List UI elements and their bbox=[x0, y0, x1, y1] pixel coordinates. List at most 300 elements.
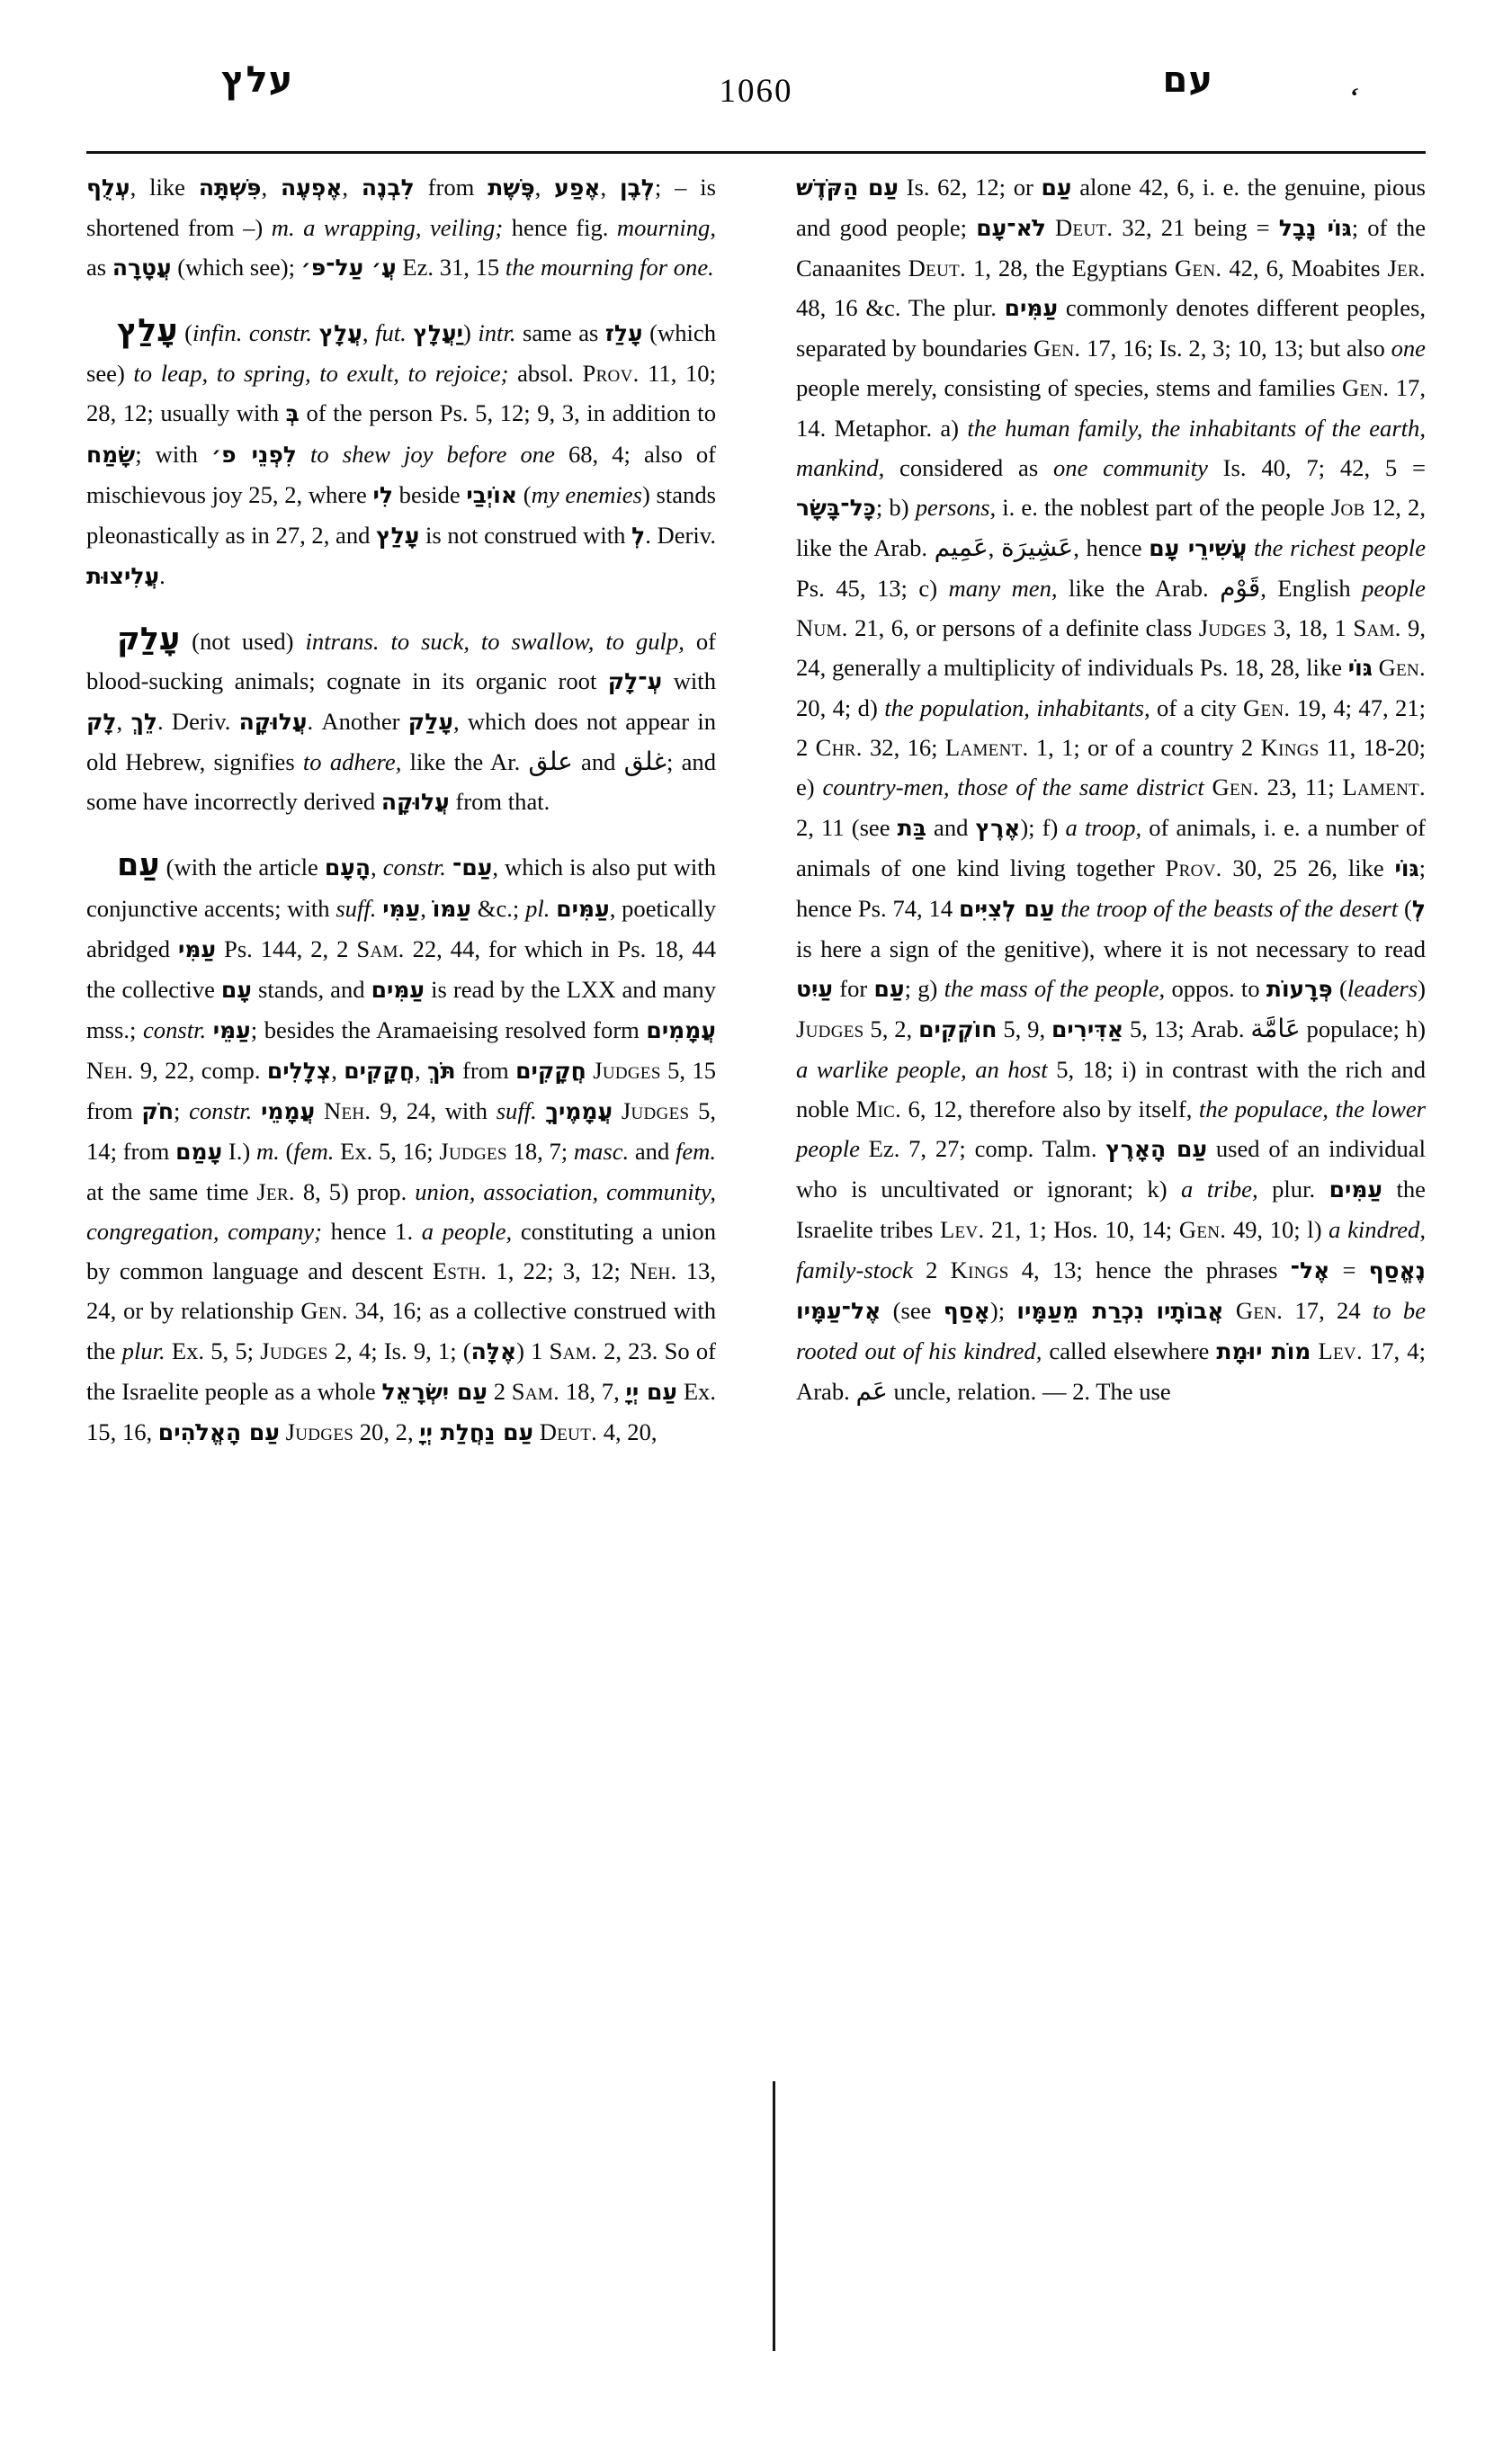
scripture-reference: Judges bbox=[1198, 614, 1267, 642]
scripture-reference: Neh. bbox=[323, 1096, 371, 1124]
hebrew-word: עֲשִׁירֵי עָם bbox=[1149, 534, 1248, 561]
body-text: considered as bbox=[884, 453, 1053, 481]
body-text: = bbox=[1329, 1256, 1369, 1283]
scripture-reference: Sam. bbox=[356, 934, 405, 962]
body-text: 2 bbox=[912, 1256, 951, 1283]
body-text: , bbox=[988, 533, 1001, 561]
italic-gloss: country-men, those of the same district bbox=[822, 773, 1204, 801]
hebrew-word: אֶלָּה bbox=[470, 1337, 517, 1364]
body-text: absol. bbox=[508, 360, 583, 388]
column-divider bbox=[773, 2081, 775, 2351]
body-text: 5, 2, bbox=[863, 1015, 919, 1042]
scripture-reference: Judges bbox=[260, 1337, 328, 1364]
body-text: . bbox=[159, 561, 166, 589]
hebrew-word: עַם יִשְׂרָאֵל bbox=[381, 1378, 488, 1405]
body-text: 48, 16 &c. The plur. bbox=[796, 294, 1005, 322]
dictionary-entry bbox=[86, 311, 716, 596]
body-text: 49, 10; l) bbox=[1226, 1216, 1329, 1244]
body-text: . Deriv. bbox=[645, 521, 716, 549]
body-text: 13, 24, or by relationship bbox=[86, 1257, 716, 1325]
hebrew-word: חֹק bbox=[141, 1097, 174, 1124]
body-text: people merely, consisting of species, stems and families bbox=[796, 374, 1342, 402]
body-text: 3, 18, 1 bbox=[1266, 614, 1354, 642]
body-text bbox=[613, 1097, 622, 1124]
body-text bbox=[1373, 654, 1379, 681]
body-text: and bbox=[572, 748, 624, 776]
hebrew-word: עַמִּי bbox=[382, 895, 421, 922]
hebrew-word: לֹא־עָם bbox=[976, 215, 1046, 242]
scripture-reference: Deut. bbox=[908, 255, 966, 282]
hebrew-word: עֲלִיצוּת bbox=[86, 562, 160, 589]
body-text: ; and some have incorrectly derived bbox=[86, 748, 716, 816]
hebrew-word: עָלַק bbox=[407, 709, 453, 736]
body-text: 20, 4; d) bbox=[796, 694, 885, 722]
body-text: , bbox=[362, 319, 376, 347]
body-text: 34, 16; as a collective construed with the bbox=[86, 1297, 717, 1364]
body-text: called elsewhere bbox=[1042, 1337, 1217, 1364]
body-text: used of an individual who is uncultivated or ignorant; k) bbox=[796, 1135, 1427, 1203]
body-text: (which see); bbox=[171, 254, 301, 282]
body-text: Ez. 7, 27; comp. Talm. bbox=[859, 1135, 1106, 1163]
body-text: , hence bbox=[1073, 533, 1150, 561]
body-text bbox=[280, 1418, 286, 1445]
hebrew-word: שָׂמַח bbox=[86, 441, 136, 468]
italic-gloss: a tribe, bbox=[1181, 1176, 1258, 1203]
body-text: Is. 62, 12; or bbox=[898, 174, 1042, 201]
body-text: Ps. 45, 13; c) bbox=[796, 574, 949, 602]
hebrew-word: עַמִּים bbox=[1329, 1176, 1383, 1203]
body-text: 8, 5) prop. bbox=[294, 1178, 416, 1206]
body-text: oppos. to bbox=[1165, 974, 1266, 1002]
body-text: 30, 25 26, like bbox=[1221, 854, 1395, 881]
scripture-reference: Gen. bbox=[1033, 335, 1081, 362]
italic-gloss: mourning, bbox=[616, 214, 716, 242]
body-text: 5, 9, bbox=[997, 1015, 1051, 1042]
hebrew-word: עַם bbox=[873, 975, 905, 1002]
hebrew-word: עֲלוּקָה bbox=[238, 709, 308, 736]
header-rule bbox=[86, 151, 1426, 154]
italic-gloss: m. bbox=[255, 1138, 280, 1166]
hebrew-word: לִבְנֶה bbox=[361, 174, 415, 201]
italic-gloss: the troop of the beasts of the desert bbox=[1060, 894, 1399, 922]
hebrew-word: לָק bbox=[86, 709, 117, 736]
right-column bbox=[796, 167, 1426, 2353]
body-text: of a city bbox=[1150, 694, 1243, 722]
hebrew-word: לֵךְ bbox=[130, 709, 158, 736]
italic-gloss: a people, bbox=[421, 1218, 513, 1246]
body-text: and bbox=[926, 813, 976, 841]
italic-gloss: intrans. to suck, to swallow, to gulp, bbox=[305, 627, 684, 655]
body-text bbox=[315, 1097, 324, 1124]
hebrew-word: עַם יְיָ bbox=[625, 1378, 678, 1405]
italic-gloss: a kindred, family-stock bbox=[796, 1216, 1426, 1283]
hebrew-word: חֲקָקִים bbox=[515, 1057, 586, 1084]
hebrew-word: לְ bbox=[631, 522, 646, 549]
scripture-reference: Kings bbox=[950, 1256, 1009, 1283]
scripture-reference: Jer. bbox=[1387, 255, 1426, 282]
body-text: ; g) bbox=[904, 974, 944, 1002]
body-text bbox=[252, 1097, 261, 1124]
body-text: , like bbox=[130, 174, 199, 201]
body-text: . Another bbox=[307, 708, 408, 736]
italic-gloss: pl. bbox=[525, 894, 550, 922]
italic-gloss: the mourning for one. bbox=[505, 254, 714, 282]
arabic-word: عَامَّة bbox=[1250, 1013, 1301, 1043]
hebrew-word: מוֹת יוּמָת bbox=[1216, 1337, 1311, 1364]
hebrew-word: עֲמָמֶיךָ bbox=[545, 1097, 613, 1124]
italic-gloss: union, association, community, congregation, company; bbox=[86, 1178, 716, 1246]
running-head-left-lemma: עלץ bbox=[221, 59, 294, 101]
hebrew-word: עֲלָץ bbox=[318, 320, 362, 347]
body-text: is here a sign of the genitive), where it is not necessary to read bbox=[796, 934, 1426, 962]
italic-gloss: the mass of the people, bbox=[944, 974, 1166, 1002]
scripture-reference: Prov. bbox=[582, 360, 640, 388]
body-text: ; besides the Aramaeising resolved form bbox=[250, 1015, 647, 1043]
body-text: i. e. the noblest part of the people bbox=[996, 493, 1331, 521]
body-text: ; with bbox=[135, 440, 212, 468]
body-text: from bbox=[414, 174, 488, 201]
entry-lemma: עָלַק bbox=[117, 621, 181, 657]
body-text: 2, 4; Is. 9, 1; ( bbox=[327, 1337, 471, 1364]
body-text: (with the article bbox=[159, 854, 325, 881]
arabic-word: عَم bbox=[855, 1375, 888, 1406]
hebrew-word: גּוֹי נָבָל bbox=[1278, 215, 1352, 242]
hebrew-word: עָלַץ bbox=[376, 522, 420, 549]
scripture-reference: Gen. bbox=[1235, 1296, 1284, 1324]
body-text: ) bbox=[1418, 974, 1426, 1002]
italic-gloss: intr. bbox=[478, 319, 516, 347]
body-text: ( bbox=[177, 319, 192, 347]
italic-gloss: to leap, to spring, to exult, to rejoice; bbox=[133, 360, 509, 388]
body-text: , bbox=[600, 174, 620, 201]
body-text: Ex. 15, 16, bbox=[86, 1377, 717, 1445]
arabic-word: علق bbox=[528, 747, 573, 777]
body-text bbox=[1204, 773, 1212, 800]
body-text: 4, 13; hence the phrases bbox=[1008, 1256, 1291, 1283]
hebrew-word: לְ bbox=[1411, 895, 1426, 922]
body-text: , bbox=[331, 1056, 344, 1084]
hebrew-word: נִכְרַת מֵעַמָּיו bbox=[1016, 1297, 1145, 1324]
italic-gloss: masc. bbox=[573, 1138, 630, 1166]
body-text: is read by the LXX and many mss.; bbox=[86, 975, 716, 1043]
italic-gloss: fem. bbox=[675, 1138, 716, 1166]
hebrew-word: עָם bbox=[220, 976, 252, 1003]
body-text: &c.; bbox=[471, 894, 526, 922]
body-text: and bbox=[629, 1138, 675, 1166]
body-text: ; b) bbox=[875, 493, 916, 521]
body-text: 2, 11 (see bbox=[796, 813, 898, 841]
body-text: 17, 14. Metaphor. a) bbox=[796, 374, 1427, 442]
body-text: for bbox=[832, 974, 874, 1002]
body-text: 5, 18; i) in contrast with the rich and noble bbox=[796, 1056, 1426, 1123]
hebrew-word: עַמּוֹ bbox=[432, 895, 471, 922]
body-text: (not used) bbox=[180, 627, 306, 655]
scripture-reference: Gen. bbox=[1174, 255, 1222, 282]
body-text bbox=[533, 1418, 540, 1445]
hebrew-word: עֲמָמֵי bbox=[261, 1097, 316, 1124]
dictionary-entry bbox=[86, 845, 716, 1452]
body-text: ( bbox=[517, 480, 532, 508]
body-text: ; of the Canaanites bbox=[796, 214, 1427, 282]
body-text: 17, 4; Arab. bbox=[796, 1337, 1426, 1405]
body-text: of the person Ps. 5, 12; 9, 3, in addition to bbox=[299, 399, 716, 427]
italic-gloss: the inhabitants of the earth, mankind, bbox=[796, 414, 1426, 481]
body-text: 2 bbox=[488, 1377, 512, 1405]
hebrew-word: פִּשְׁתָּה bbox=[198, 174, 262, 201]
scripture-reference: Lament. bbox=[1342, 773, 1427, 801]
hebrew-word: עֲטָרָה bbox=[112, 255, 172, 282]
body-text: , bbox=[342, 174, 362, 201]
scripture-reference: Num. bbox=[796, 614, 848, 642]
scripture-reference: Sam. bbox=[1353, 614, 1401, 642]
scripture-reference: Judges bbox=[439, 1138, 507, 1166]
body-text: , English bbox=[1260, 574, 1363, 602]
italic-gloss: my enemies bbox=[531, 480, 642, 508]
body-text: 9, 24, generally a multiplicity of individuals Ps. 18, 28, like bbox=[796, 614, 1427, 682]
italic-gloss: people bbox=[1362, 574, 1426, 602]
italic-gloss: a troop, bbox=[1065, 813, 1142, 841]
body-text: , bbox=[116, 708, 131, 736]
italic-gloss: the populace, the lower people bbox=[796, 1095, 1426, 1163]
scripture-reference: Judges bbox=[285, 1417, 354, 1445]
body-text: beside bbox=[393, 480, 467, 508]
body-text: 22, 44, for which in Ps. 18, 44 the collective bbox=[86, 934, 716, 1003]
arabic-word: قَوْم bbox=[1220, 572, 1261, 603]
italic-gloss: leaders bbox=[1346, 974, 1418, 1002]
italic-gloss: the human family, bbox=[967, 414, 1143, 442]
body-text: commonly denotes different peoples, separated by boundaries bbox=[796, 294, 1426, 362]
hebrew-word: כָּל־בָּשָׂר bbox=[796, 494, 876, 521]
italic-gloss: to shew joy before one bbox=[309, 440, 555, 468]
left-column bbox=[86, 167, 716, 2353]
scripture-reference: Lev. bbox=[939, 1216, 985, 1244]
scripture-reference: Deut. bbox=[1055, 214, 1114, 242]
arabic-word: عَشِيرَة bbox=[1000, 532, 1074, 562]
body-text: , bbox=[371, 854, 383, 881]
body-text: 1, 28, the Egyptians bbox=[965, 255, 1175, 282]
body-text: 9, 22, comp. bbox=[133, 1056, 267, 1084]
scripture-reference: Deut. bbox=[539, 1417, 598, 1445]
hebrew-word: עַם נַחֲלַת יְיָ bbox=[419, 1418, 534, 1445]
body-text: Ps. 144, 2, 2 bbox=[216, 934, 357, 962]
italic-gloss: constr. bbox=[142, 1015, 207, 1043]
hebrew-word: עֲ׳ עַל־פּ׳ bbox=[300, 255, 397, 282]
running-head-right-lemma: עם bbox=[1162, 59, 1213, 101]
scripture-reference: Gen. bbox=[1341, 374, 1390, 402]
hebrew-word: לִפְנֵי פ׳ bbox=[211, 441, 297, 468]
body-text: ; – is shortened from –) bbox=[86, 174, 717, 242]
body-text: 23, 11; bbox=[1258, 773, 1343, 801]
body-text bbox=[312, 319, 319, 346]
hebrew-word: עַמֵּי bbox=[212, 1016, 251, 1043]
body-text: uncle, relation. — 2. The use bbox=[887, 1377, 1171, 1405]
hebrew-word: גּוֹי bbox=[1347, 655, 1373, 682]
hebrew-word: עָלַז bbox=[604, 320, 643, 347]
body-text: Is. 40, 7; 42, 5 = bbox=[1207, 453, 1426, 481]
hebrew-word: עַיִט bbox=[796, 975, 833, 1002]
body-text: plur. bbox=[1257, 1176, 1329, 1203]
hebrew-word: חֲקָקִים bbox=[344, 1057, 416, 1084]
scripture-reference: Jer. bbox=[256, 1178, 295, 1206]
body-text: I.) bbox=[222, 1138, 256, 1166]
body-text: 5, 14; from bbox=[86, 1096, 717, 1166]
body-text: at the same time bbox=[86, 1178, 257, 1206]
body-text: 18, 7, bbox=[559, 1377, 626, 1405]
scripture-reference: Gen. bbox=[1178, 1216, 1227, 1244]
body-text: as bbox=[86, 254, 112, 282]
body-text: hence fig. bbox=[503, 214, 617, 242]
scripture-reference: Gen. bbox=[1212, 773, 1259, 801]
body-text: with bbox=[662, 667, 716, 695]
hebrew-word: תֹּךְ bbox=[427, 1057, 456, 1084]
hebrew-word: עְ־לָק bbox=[607, 668, 663, 695]
body-text bbox=[1142, 415, 1150, 442]
scripture-reference: Chr. bbox=[815, 734, 863, 762]
hebrew-word: עָמַם bbox=[175, 1139, 223, 1166]
italic-gloss: fut. bbox=[375, 319, 407, 347]
italic-gloss: the richest people bbox=[1253, 533, 1426, 561]
body-text: 21, 1; Hos. 10, 14; bbox=[984, 1216, 1179, 1244]
body-text: 6, 12, therefore also by itself, bbox=[901, 1095, 1199, 1123]
hebrew-word: אוֹיְבַי bbox=[466, 481, 518, 508]
body-text: 5, 15 from bbox=[86, 1056, 717, 1124]
body-text: 20, 2, bbox=[353, 1417, 420, 1445]
body-text: Ex. 5, 16; bbox=[334, 1138, 440, 1166]
hebrew-word: עַם הַקֹּדֶשׁ bbox=[796, 174, 899, 201]
scripture-reference: Lament. bbox=[944, 734, 1029, 762]
hebrew-word: אֶל־ bbox=[1290, 1256, 1330, 1283]
body-text: ); bbox=[989, 1296, 1017, 1324]
scripture-reference: Judges bbox=[621, 1096, 690, 1124]
hebrew-word: גּוֹי bbox=[1394, 854, 1419, 881]
body-text: . Deriv. bbox=[157, 708, 239, 736]
hebrew-word: אֶפְעֶה bbox=[280, 174, 343, 201]
hebrew-word: עֲלוּקָה bbox=[380, 789, 450, 816]
italic-gloss: to adhere, bbox=[302, 748, 402, 776]
body-text: ( bbox=[1398, 894, 1412, 922]
body-text: same as bbox=[515, 319, 605, 347]
body-text bbox=[1247, 534, 1254, 561]
body-text: 19, 4; 47, 21; 2 bbox=[796, 694, 1427, 762]
hebrew-word: עֲמָמִים bbox=[646, 1016, 716, 1043]
scripture-reference: Judges bbox=[796, 1015, 864, 1042]
scripture-reference: Neh. bbox=[630, 1257, 677, 1285]
body-text: ); f) bbox=[1020, 813, 1066, 841]
hebrew-word: הָעָם bbox=[324, 854, 371, 881]
body-text bbox=[537, 1097, 546, 1124]
body-text bbox=[1144, 1297, 1156, 1324]
scripture-reference: Gen. bbox=[1242, 694, 1291, 722]
italic-gloss: fem. bbox=[293, 1138, 335, 1166]
margin-tick-mark: ‘ bbox=[1346, 82, 1361, 112]
scripture-reference: Gen. bbox=[300, 1297, 348, 1325]
body-text: 11, 18-20; e) bbox=[796, 734, 1426, 801]
arabic-word: غلق bbox=[623, 747, 667, 777]
body-text: Ex. 5, 5; bbox=[165, 1337, 261, 1364]
dictionary-entry bbox=[86, 620, 716, 822]
body-text bbox=[1224, 1297, 1236, 1324]
body-text: , bbox=[420, 894, 433, 922]
italic-gloss: m. a wrapping, veiling; bbox=[271, 214, 504, 242]
hebrew-word: עְלֻף bbox=[86, 174, 130, 201]
body-text: 11, 10; 28, 12; usually with bbox=[86, 360, 716, 427]
scripture-reference: Job bbox=[1330, 493, 1365, 521]
hebrew-word: עַמִּי bbox=[178, 935, 217, 962]
hebrew-word: עַם הָאֱלֹהִים bbox=[157, 1418, 280, 1445]
hebrew-word: פְּרָעוֹת bbox=[1266, 975, 1333, 1002]
body-text: like the Arab. bbox=[1057, 574, 1221, 602]
scripture-reference: Neh. bbox=[86, 1056, 134, 1084]
body-text bbox=[297, 441, 310, 468]
body-text: 4, 20, bbox=[597, 1417, 658, 1445]
italic-gloss: suff. bbox=[336, 894, 377, 922]
body-text: is not construed with bbox=[419, 521, 632, 549]
scripture-reference: Lev. bbox=[1318, 1337, 1363, 1364]
body-text: 21, 6, or persons of a definite class bbox=[847, 614, 1199, 642]
body-text: stands, and bbox=[251, 975, 371, 1003]
italic-gloss: persons, bbox=[915, 493, 997, 521]
body-text: , poetically abridged bbox=[86, 894, 716, 962]
body-text: 12, 2, like the Arab. bbox=[796, 493, 1426, 561]
italic-gloss: a warlike people, an host bbox=[796, 1056, 1048, 1084]
body-text: 9, 24, with bbox=[371, 1096, 497, 1124]
body-text: (see bbox=[881, 1296, 944, 1324]
dictionary-entry bbox=[86, 167, 716, 288]
hebrew-word: אֶפַע bbox=[554, 174, 601, 201]
body-text: of animals, i. e. a number of animals of one kind living together bbox=[796, 813, 1426, 881]
body-text: 1, 22; 3, 12; bbox=[487, 1257, 631, 1285]
body-text: 1, 1; or of a country 2 bbox=[1028, 734, 1261, 762]
body-text: 68, 4; also of mischievous joy 25, 2, where bbox=[86, 440, 717, 508]
body-text: , which is also put with conjunctive accents; with bbox=[86, 854, 716, 922]
body-text: alone 42, 6, i. e. the genuine, pious and good people; bbox=[796, 174, 1426, 242]
hebrew-word: נֶאֱסַף אֶל־עַמָּיו bbox=[796, 1256, 1427, 1324]
body-text: 32, 21 being = bbox=[1113, 214, 1279, 242]
body-text: 5, 13; Arab. bbox=[1123, 1015, 1251, 1042]
italic-gloss: the population, inhabitants, bbox=[884, 694, 1150, 722]
scripture-reference: Gen. bbox=[1378, 654, 1426, 682]
hebrew-word: אָסַף bbox=[943, 1297, 990, 1324]
body-text: like the Ar. bbox=[401, 748, 529, 776]
italic-gloss: infin. constr. bbox=[192, 319, 313, 347]
italic-gloss: constr. bbox=[189, 1096, 253, 1124]
scripture-reference: Kings bbox=[1260, 734, 1320, 762]
hebrew-word: לִי bbox=[372, 481, 393, 508]
body-text: hence 1. bbox=[321, 1218, 422, 1246]
hebrew-word: עַם הָאָרֶץ bbox=[1105, 1136, 1208, 1163]
hebrew-word: בְּ bbox=[285, 400, 300, 427]
hebrew-word: אַדִּירִים bbox=[1051, 1015, 1124, 1042]
body-text: of blood-sucking animals; cognate in its organic root bbox=[86, 627, 716, 695]
body-text: the Israelite tribes bbox=[796, 1176, 1426, 1244]
italic-gloss: one community bbox=[1052, 453, 1208, 481]
body-text: , bbox=[534, 174, 555, 201]
body-text bbox=[206, 1016, 213, 1043]
body-text: ) bbox=[462, 319, 479, 347]
body-text: ; hence Ps. 74, 14 bbox=[796, 854, 1427, 922]
scripture-reference: Esth. bbox=[432, 1257, 488, 1285]
hebrew-word: יַעֲלָץ bbox=[413, 320, 463, 347]
column-area bbox=[86, 167, 1426, 2353]
hebrew-word: חוֹקְקִים bbox=[918, 1015, 998, 1042]
body-text: ; bbox=[174, 1096, 190, 1124]
scripture-reference: Prov. bbox=[1165, 854, 1222, 881]
hebrew-word: אֲבוֹתָיו bbox=[1156, 1297, 1224, 1324]
entry-lemma: עַם bbox=[117, 847, 160, 884]
arabic-word: عَمِيم bbox=[934, 532, 989, 562]
italic-gloss: to be rooted out of his kindred, bbox=[796, 1296, 1427, 1364]
hebrew-word: לְבֶן bbox=[619, 174, 655, 201]
